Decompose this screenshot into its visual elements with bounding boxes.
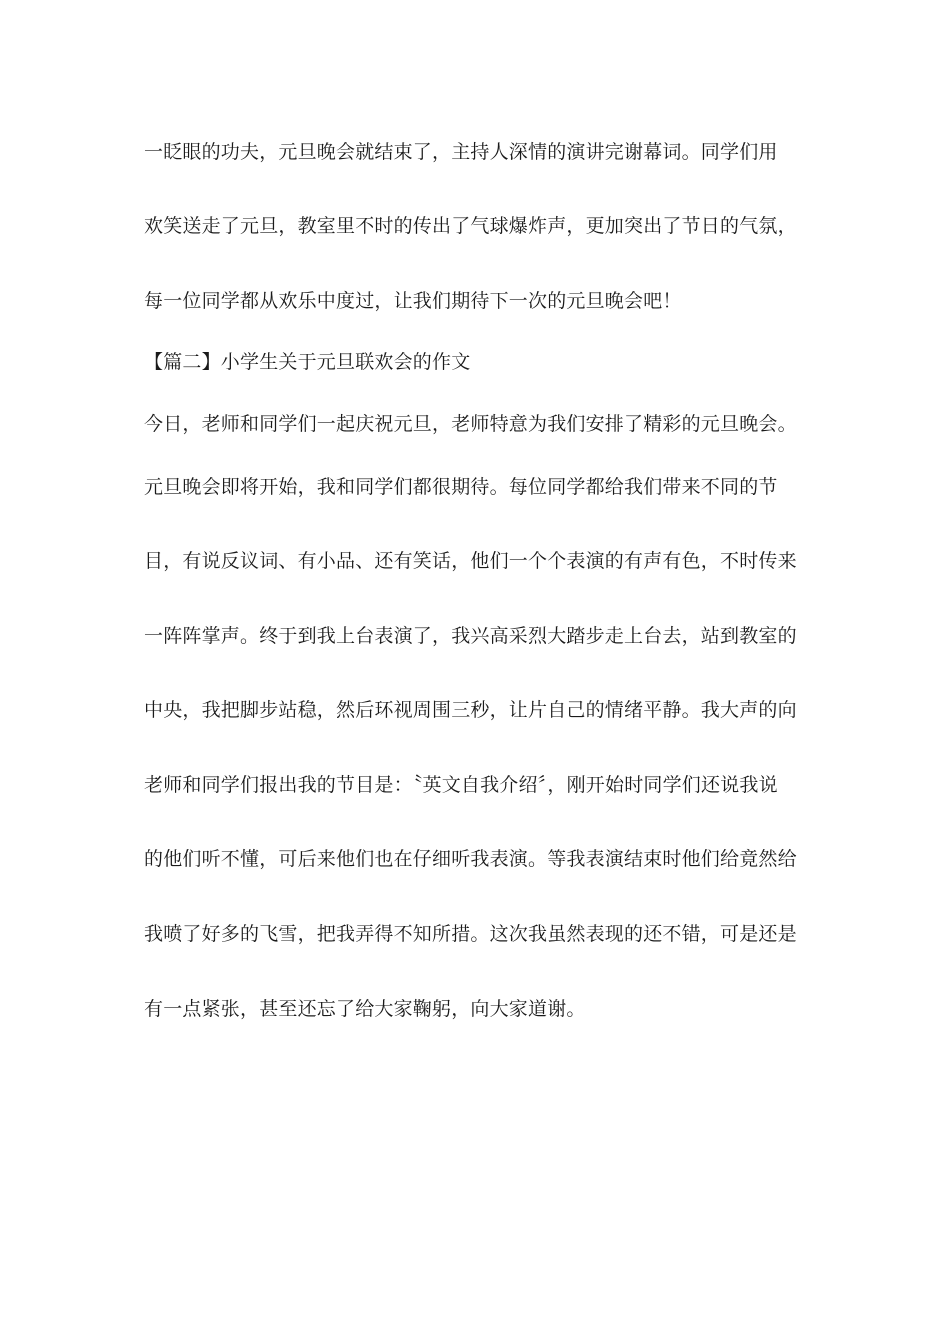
paragraph-line: 元旦晚会即将开始，我和同学们都很期待。每位同学都给我们带来不同的节 [144, 476, 778, 498]
paragraph-line: 欢笑送走了元旦，教室里不时的传出了气球爆炸声，更加突出了节日的气氛， [144, 215, 797, 237]
paragraph-line: 今日，老师和同学们一起庆祝元旦，老师特意为我们安排了精彩的元旦晚会。 [144, 413, 797, 435]
paragraph-line: 的他们听不懂，可后来他们也在仔细听我表演。等我表演结束时他们给竟然给 [144, 848, 797, 870]
paragraph-line: 每一位同学都从欢乐中度过，让我们期待下一次的元旦晚会吧！ [144, 290, 682, 312]
paragraph-line: 有一点紧张，甚至还忘了给大家鞠躬，向大家道谢。 [144, 998, 586, 1020]
paragraph-line: 目，有说反议词、有小品、还有笑话，他们一个个表演的有声有色，不时传来 [144, 550, 797, 572]
paragraph-line: 老师和同学们报出我的节目是：〝英文自我介绍〞，刚开始时同学们还说我说 [144, 774, 778, 796]
paragraph-line: 一眨眼的功夫，元旦晚会就结束了，主持人深情的演讲完谢幕词。同学们用 [144, 141, 778, 163]
section-heading: 【篇二】小学生关于元旦联欢会的作文 [144, 351, 471, 373]
paragraph-line: 中央，我把脚步站稳，然后环视周围三秒，让片自己的情绪平静。我大声的向 [144, 699, 797, 721]
paragraph-line: 一阵阵掌声。终于到我上台表演了，我兴高采烈大踏步走上台去，站到教室的 [144, 625, 797, 647]
paragraph-line: 我喷了好多的飞雪，把我弄得不知所措。这次我虽然表现的还不错，可是还是 [144, 923, 797, 945]
